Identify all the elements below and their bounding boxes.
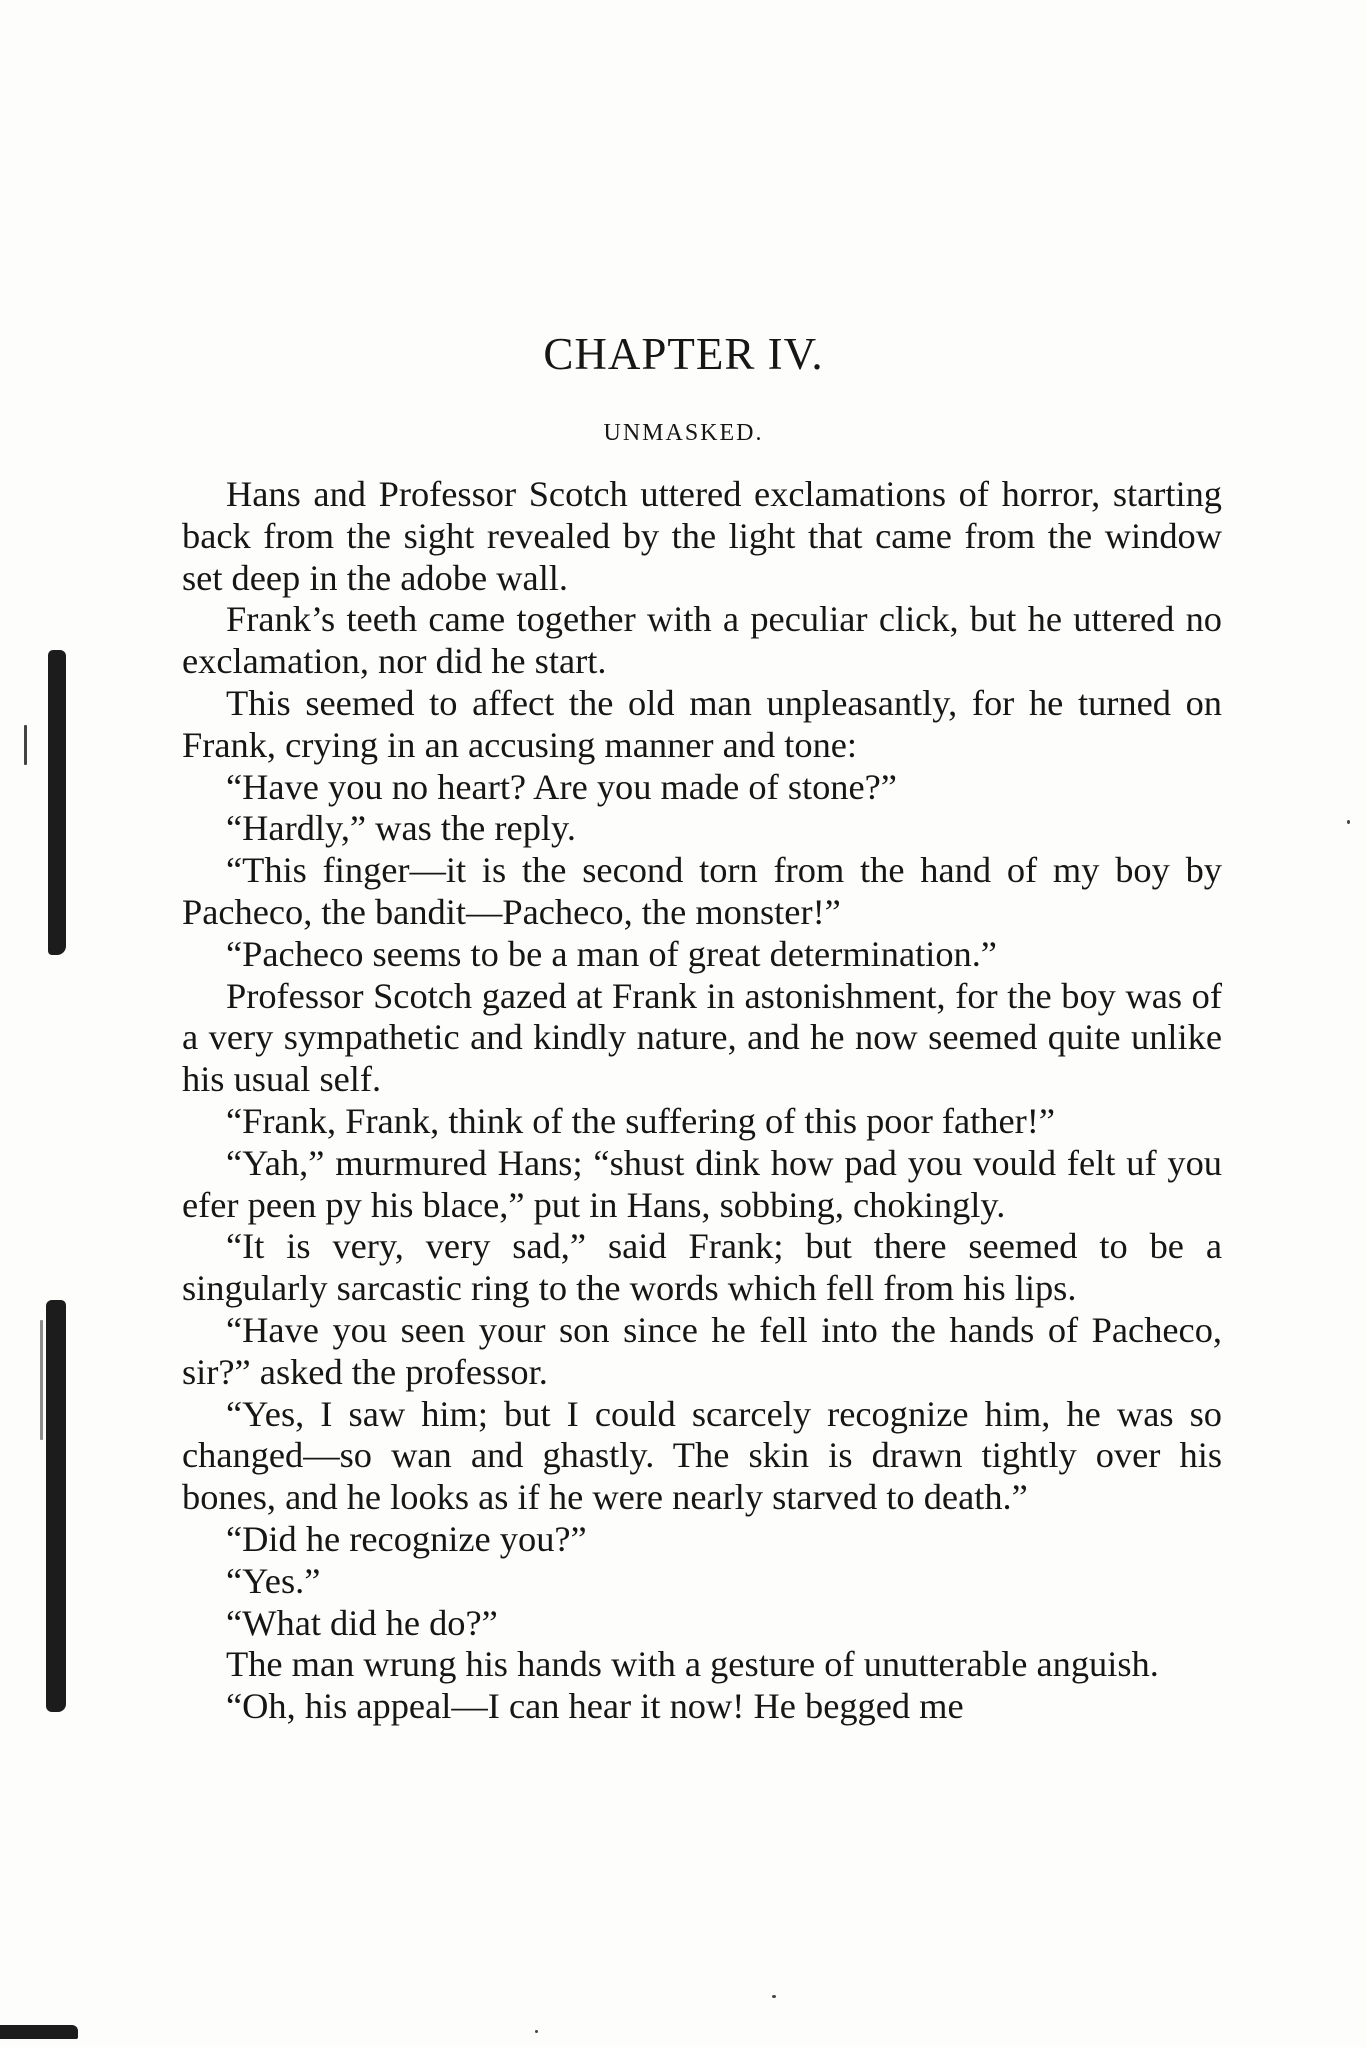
paragraph: “It is very, very sad,” said Frank; but there seemed to be a singularly sarcastic ring to the words which fell from his lips. (182, 1226, 1222, 1309)
chapter-subtitle: UNMASKED. (603, 420, 764, 446)
scan-speck (535, 2030, 538, 2033)
scan-speck (1347, 820, 1350, 824)
paragraph: “Have you seen your son since he fell into the hands of Pacheco, sir?” asked the professor. (182, 1309, 1222, 1392)
paragraph: Frank’s teeth came together with a peculiar click, but he uttered no exclamation, nor did he start. (182, 599, 1222, 682)
paragraph: “Have you no heart? Are you made of stone?” (226, 766, 897, 807)
chapter-title: CHAPTER IV. (543, 329, 824, 379)
paragraph: Hans and Professor Scotch uttered exclamations of horror, starting back from the sight revealed by the light that came from the window set deep in the adobe wall. (182, 474, 1222, 598)
scan-speck (40, 1320, 43, 1440)
paragraph: “This finger—it is the second torn from the hand of my boy by Pacheco, the bandit—Pacheco, the monster!” (182, 850, 1222, 932)
paragraph: The man wrung his hands with a gesture of unutterable anguish. (226, 1644, 1159, 1685)
scan-speck (772, 1995, 776, 1998)
paragraph: “Oh, his appeal—I can hear it now! He begged me (226, 1686, 964, 1727)
scan-corner-mark (0, 2025, 78, 2039)
scan-binding-shadow-bottom (46, 1300, 66, 1712)
paragraph: “What did he do?” (226, 1602, 498, 1643)
chapter-body (182, 474, 1222, 1728)
scan-speck (24, 725, 27, 765)
paragraph: “Yes, I saw him; but I could scarcely recognize him, he was so changed—so wan and ghastly. The skin is drawn tightly over his bones, and he looks as if he were nearly starved to death.” (182, 1393, 1222, 1518)
paragraph: “Did he recognize you?” (226, 1518, 587, 1559)
paragraph: This seemed to affect the old man unpleasantly, for he turned on Frank, crying in an accusing manner and tone: (182, 682, 1222, 765)
scan-binding-shadow-top (48, 650, 66, 955)
paragraph: “Yah,” murmured Hans; “shust dink how pad you vould felt uf you efer peen py his blace,” put in Hans, sobbing, chokingly. (182, 1142, 1222, 1225)
paragraph: “Frank, Frank, think of the suffering of this poor father!” (226, 1100, 1056, 1141)
paragraph: “Pacheco seems to be a man of great determination.” (226, 933, 997, 974)
paragraph: “Yes.” (226, 1560, 321, 1601)
paragraph: “Hardly,” was the reply. (226, 808, 576, 849)
paragraph: Professor Scotch gazed at Frank in astonishment, for the boy was of a very sympathetic and kindly nature, and he now seemed quite unlike his usual self. (182, 975, 1222, 1100)
